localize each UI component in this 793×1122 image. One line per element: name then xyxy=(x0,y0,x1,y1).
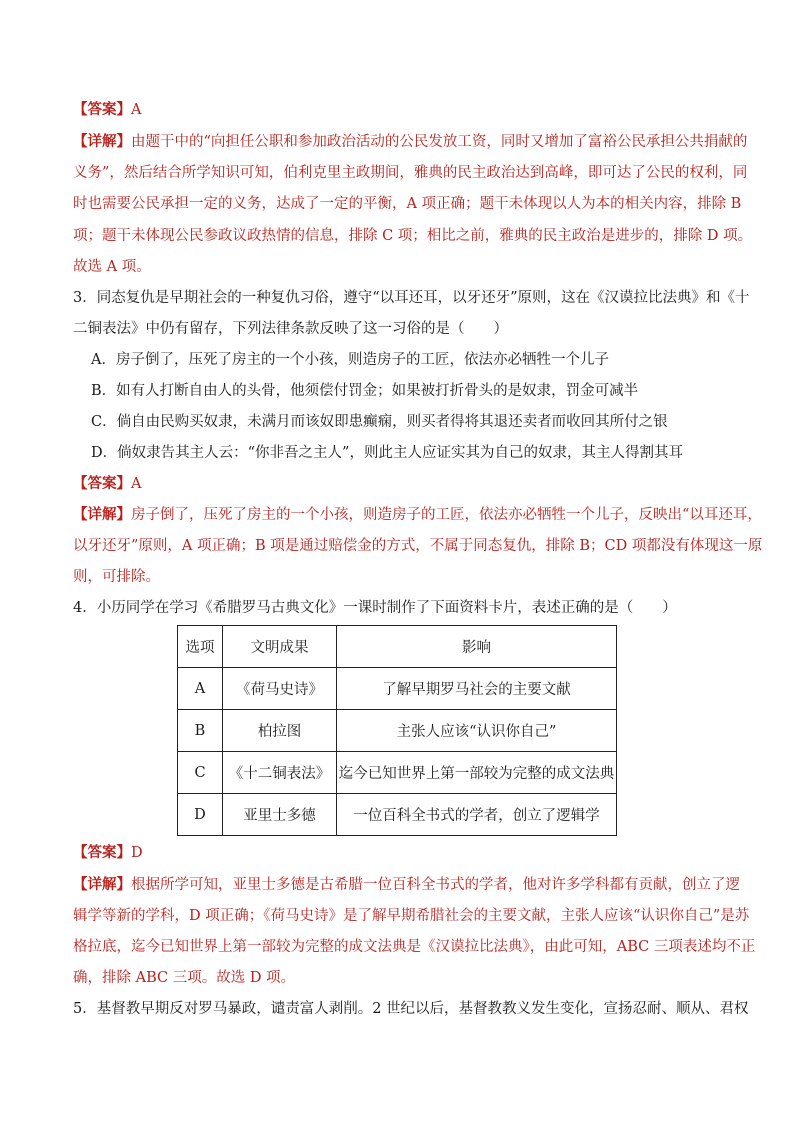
answer-value: A xyxy=(131,476,142,492)
detail-3-line-2: 以牙还牙”原则，A 项正确；B 项是通过赔偿金的方式，不属于同态复仇，排除 B；CD 项都没有体现这一原 xyxy=(73,538,763,554)
question-5-stem: 5．基督教早期反对罗马暴政，谴责富人剥削。2 世纪以后，基督教教义发生变化，宣扬忍耐、顺从、君权 xyxy=(73,1001,749,1017)
answer-4 xyxy=(73,843,143,863)
table-cell: C xyxy=(178,752,223,794)
table-row xyxy=(178,794,617,836)
detail-tag: 【详解】 xyxy=(73,506,131,523)
detail-2-line-5: 故选 A 项。 xyxy=(73,259,151,275)
table-cell: 一位百科全书式的学者，创立了逻辑学 xyxy=(337,794,617,836)
table-cell: 《荷马史诗》 xyxy=(223,668,337,710)
table-header-cell: 选项 xyxy=(178,626,223,668)
detail-text: 根据所学可知，亚里士多德是古希腊一位百科全书式的学者，他对许多学科都有贡献，创立了逻 xyxy=(131,877,740,893)
answer-tag: 【答案】 xyxy=(73,844,131,861)
table-header-cell: 影响 xyxy=(337,626,617,668)
detail-3-line-1 xyxy=(73,505,762,525)
question-3-stem-1: 3．同态复仇是早期社会的一种复仇习俗，遵守“以耳还耳，以牙还牙”原则，这在《汉谟拉比法典》和《十 xyxy=(73,290,750,306)
table-cell: 迄今已知世界上第一部较为完整的成文法典 xyxy=(337,752,617,794)
answer-3 xyxy=(73,474,141,494)
detail-2-line-2: 义务”，然后结合所学知识可知，伯利克里主政期间，雅典的民主政治达到高峰，即可达了公民的权利，同 xyxy=(73,165,748,181)
question-3-option-c: C．倘自由民购买奴隶，未满月而该奴即患癫痫，则买者得将其退还卖者而收回其所付之银 xyxy=(91,414,668,430)
detail-3-line-3: 则，可排除。 xyxy=(73,569,160,585)
detail-2-line-3: 时也需要公民承担一定的义务，达成了一定的平衡，A 项正确；题干未体现以人为本的相关内容，排除 B xyxy=(73,196,742,212)
detail-text: 房子倒了，压死了房主的一个小孩，则造房子的工匠，依法亦必牺牲一个儿子，反映出“以耳还耳， xyxy=(131,507,762,523)
question-4-stem: 4．小历同学在学习《希腊罗马古典文化》一课时制作了下面资料卡片，表述正确的是（ ） xyxy=(73,600,677,616)
table-cell: A xyxy=(178,668,223,710)
detail-4-line-1 xyxy=(73,875,740,895)
answer-value: D xyxy=(131,845,143,861)
question-3-stem-2: 二铜表法》中仍有留存，下列法律条款反映了这一习俗的是（ ） xyxy=(73,321,508,337)
detail-2-line-1 xyxy=(73,132,747,152)
table-row xyxy=(178,710,617,752)
table-cell: B xyxy=(178,710,223,752)
table-cell: 主张人应该“认识你自己” xyxy=(337,710,617,752)
table-header-row xyxy=(178,626,617,668)
detail-4-line-2: 辑学等新的学科，D 项正确；《荷马史诗》是了解早期希腊社会的主要文献，主张人应该“认识你自己”是苏 xyxy=(73,908,750,924)
question-3-option-a: A．房子倒了，压死了房主的一个小孩，则造房子的工匠，依法亦必牺牲一个儿子 xyxy=(91,352,609,368)
info-card-table xyxy=(177,625,617,836)
table-cell: 《十二铜表法》 xyxy=(223,752,337,794)
table-cell: D xyxy=(178,794,223,836)
answer-2 xyxy=(73,100,141,120)
detail-tag: 【详解】 xyxy=(73,876,131,893)
detail-text: 由题干中的“向担任公职和参加政治活动的公民发放工资，同时又增加了富裕公民承担公共捐献的 xyxy=(131,134,748,150)
detail-4-line-4: 确，排除 ABC 三项。故选 D 项。 xyxy=(73,970,296,986)
table-row xyxy=(178,668,617,710)
question-3-option-d: D．倘奴隶告其主人云：“你非吾之主人”，则此主人应证实其为自己的奴隶，其主人得割其耳 xyxy=(91,445,683,461)
detail-4-line-3: 格拉底，迄今已知世界上第一部较为完整的成文法典是《汉谟拉比法典》，由此可知，ABC 三项表述均不正 xyxy=(73,939,756,955)
question-3-option-b: B．如有人打断自由人的头骨，他须偿付罚金；如果被打折骨头的是奴隶，罚金可减半 xyxy=(91,383,639,399)
table-cell: 了解早期罗马社会的主要文献 xyxy=(337,668,617,710)
table-cell: 亚里士多德 xyxy=(223,794,337,836)
answer-tag: 【答案】 xyxy=(73,101,131,118)
detail-tag: 【详解】 xyxy=(73,133,131,150)
table-cell: 柏拉图 xyxy=(223,710,337,752)
detail-2-line-4: 项；题干未体现公民参政议政热情的信息，排除 C 项；相比之前，雅典的民主政治是进步的，排除 D 项。 xyxy=(73,228,753,244)
table-header-cell: 文明成果 xyxy=(223,626,337,668)
answer-tag: 【答案】 xyxy=(73,475,131,492)
table-row xyxy=(178,752,617,794)
answer-value: A xyxy=(131,102,142,118)
